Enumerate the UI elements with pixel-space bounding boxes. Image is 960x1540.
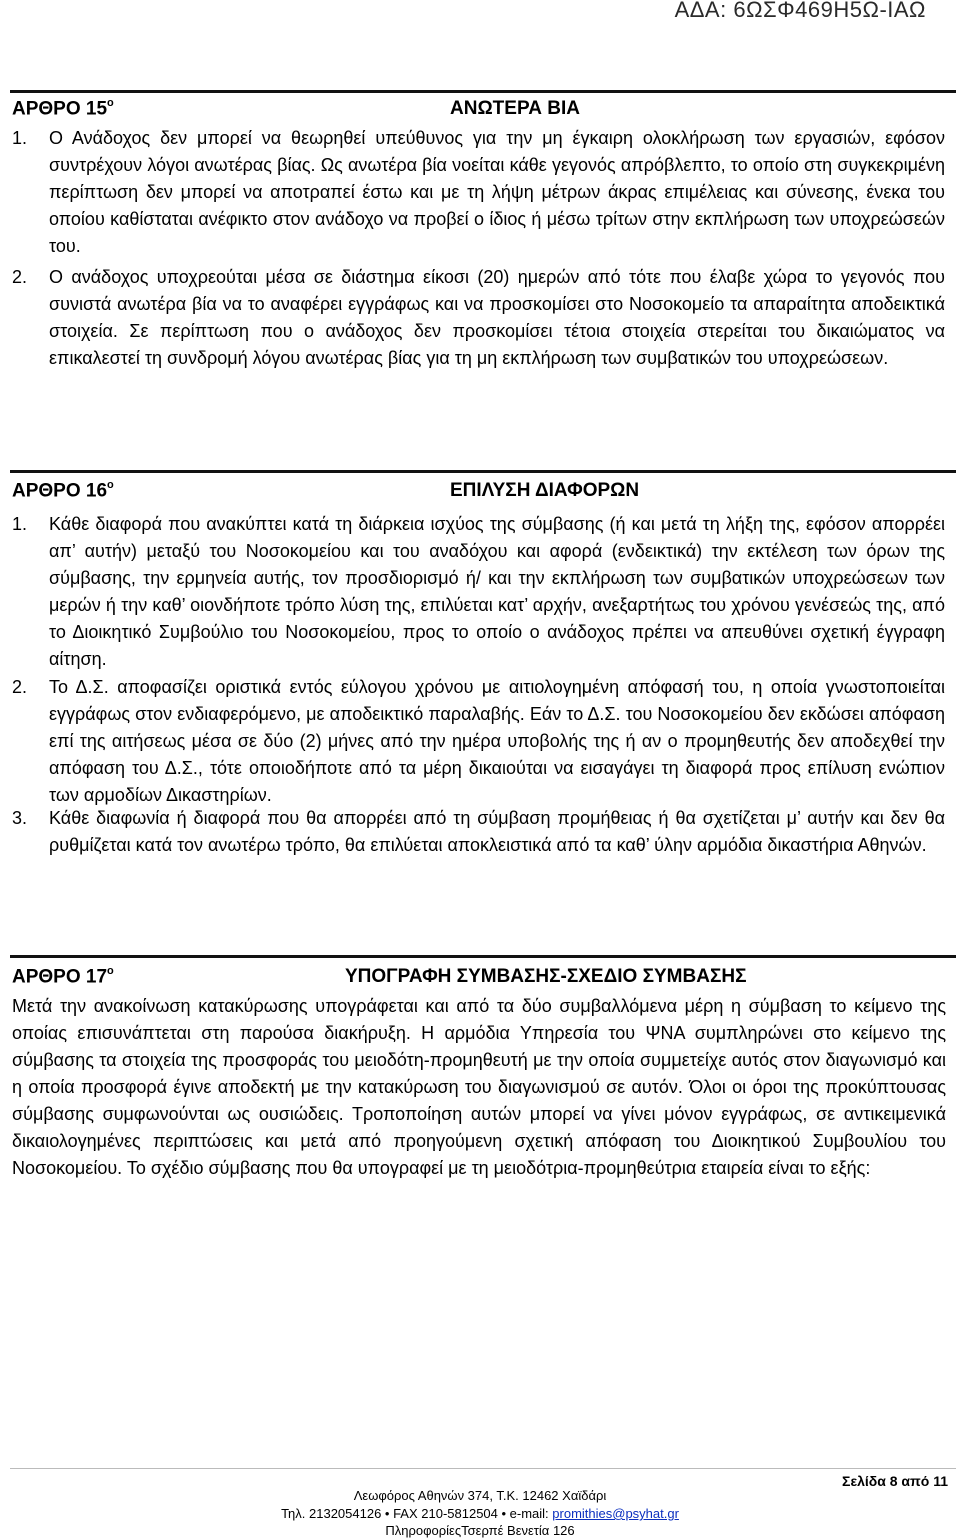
article-17-number: ΑΡΘΡΟ $17^o$ — [12, 965, 114, 988]
article-16-item-2: 2. Το Δ.Σ. αποφασίζει οριστικά εντός εύλογου χρόνου με αιτιολογημένη απόφασή του, η οποία γνωστοποιείται εγγράφως στον ενδιαφερόμενο, με αποδεικτικό παραλαβής. Εάν το Δ.Σ. του Νοσοκομείου δεν εκδώσει απόφαση επί της αιτήσεως μέσα σε δύο (2) μήνες από την ημέρα υποβολής της ή αν ο προμηθευτής δεν αποδεχθεί την απόφαση του Δ.Σ., τότε οποιοδήποτε από τα μέρη δικαιούται να εισαγάγει τη διαφορά προς επίλυση ενώπιον των αρμοδίων Δικαστηρίων. — [12, 674, 945, 809]
page-number: Σελίδα 8 από 11 — [842, 1473, 948, 1489]
ada-code: ΑΔΑ: 6ΩΣΦ469Η5Ω-ΙΑΩ — [674, 0, 926, 22]
article-17-heading — [12, 966, 956, 992]
article-16-title: ΕΠΙΛΥΣΗ ΔΙΑΦΟΡΩΝ — [450, 480, 640, 501]
article-15-item-2-text: Ο ανάδοχος υποχρεούται μέσα σε διάστημα είκοσι (20) ημερών από τότε που έλαβε χώρα το γεγονός που συνιστά ανωτέρα βία να το αναφέρει εγγράφως και να προσκομίσει στο Νοσοκομείο τα απαραίτητα αποδεικτικά στοιχεία. Σε περίπτωση που ο ανάδοχος δεν προσκομίσει τέτοια στοιχεία στερείται του δικαιώματος να επικαλεστεί τη συνδρομή λόγου ανωτέρας βίας για τη μη εκπλήρωση των συμβατικών του υποχρεώσεων. — [49, 267, 945, 368]
article-16-item-1-text: Κάθε διαφορά που ανακύπτει κατά τη διάρκεια ισχύος της σύμβασης (ή και μετά τη λήξη της, εφόσον απορρέει απ’ αυτήν) μεταξύ του Νοσοκομείου και του αναδόχου και αφορά (ενδεικτικά) την εκτέλεση των όρων της σύμβασης, την ερμηνεία αυτής, τον προσδιορισμό ή/ και την εκπλήρωση των συμβατικών υποχρεώσεων των μερών ή την καθ’ οιονδήποτε τρόπο λύση της, επιλύεται κατ’ αρχήν, ανεξαρτήτως του χρόνου γενέσεώς της, από το Διοικητικό Συμβούλιο του Νοσοκομείου, προς το οποίο ο ανάδοχος πρέπει να απευθύνει σχετική έγγραφη αίτηση. — [49, 514, 945, 669]
article-16-heading — [12, 480, 956, 506]
article-15-title: ΑΝΩΤΕΡΑ ΒΙΑ — [450, 98, 580, 119]
article-16-top-rule — [10, 470, 956, 479]
footer-email-link[interactable]: promithies@psyhat.gr — [552, 1506, 679, 1521]
footer-info: ΠληροφορίεςΤσερπέ Βενετία 126 — [385, 1523, 575, 1538]
article-16-item-3-text: Κάθε διαφωνία ή διαφορά που θα απορρέει από τη σύμβαση προμήθειας ή θα σχετίζεται μ’ αυτήν και δεν θα ρυθμίζεται κατά τον ανωτέρω τρόπο, θα επιλύεται αποκλειστικά από τα καθ’ ύλην αρμόδια δικαστήρια Αθηνών. — [49, 808, 945, 855]
article-15-item-1: 1. Ο Ανάδοχος δεν μπορεί να θεωρηθεί υπεύθυνος για την μη έγκαιρη ολοκλήρωση των εργασιών, εφόσον συντρέχουν λόγοι ανωτέρας βίας. Ως ανωτέρα βία νοείται κάθε γεγονός απρόβλεπτο, το οποίο στη συγκεκριμένη περίπτωση δεν μπορεί να αποτραπεί έστω και με τη λήψη μέτρων άκρας επιμέλειας και σύνεσης, ένεκα του οποίου καθίσταται ανέφικτο στον ανάδοχο να προβεί ο ίδιος ή μέσω τρίτων στην εκπλήρωση των υποχρεώσεών του. — [12, 125, 945, 260]
article-16-item-2-text: Το Δ.Σ. αποφασίζει οριστικά εντός εύλογου χρόνου με αιτιολογημένη απόφασή του, η οποία γνωστοποιείται εγγράφως στον ενδιαφερόμενο, με αποδεικτικό παραλαβής. Εάν το Δ.Σ. του Νοσοκομείου δεν εκδώσει απόφαση επί της αιτήσεως μέσα σε δύο (2) μήνες από την ημέρα υποβολής της ή αν ο προμηθευτής δεν αποδεχθεί την απόφαση του Δ.Σ., τότε οποιοδήποτε από τα μέρη δικαιούται να εισαγάγει τη διαφορά προς επίλυση ενώπιον των αρμοδίων Δικαστηρίων. — [49, 677, 945, 805]
footer-address: Λεωφόρος Αθηνών 374, Τ.Κ. 12462 Χαϊδάρι — [353, 1488, 607, 1503]
article-17-top-rule — [10, 955, 956, 964]
article-16-number: ΑΡΘΡΟ $16^o$ — [12, 479, 114, 502]
article-15-item-1-text: Ο Ανάδοχος δεν μπορεί να θεωρηθεί υπεύθυνος για την μη έγκαιρη ολοκλήρωση των εργασιών, εφόσον συντρέχουν λόγοι ανωτέρας βίας. Ως ανωτέρα βία νοείται κάθε γεγονός απρόβλεπτο, το οποίο στη συγκεκριμένη περίπτωση δεν μπορεί να αποτραπεί έστω και με τη λήψη μέτρων άκρας επιμέλειας και σύνεσης, ένεκα του οποίου καθίσταται ανέφικτο στον ανάδοχο να προβεί ο ίδιος ή μέσω τρίτων στην εκπλήρωση των υποχρεώσεών του. — [49, 128, 945, 256]
article-15-number: ΑΡΘΡΟ $15^o$ — [12, 97, 114, 120]
article-17-title: ΥΠΟΓΡΑΦΗ ΣΥΜΒΑΣΗΣ-ΣΧΕΔΙΟ ΣΥΜΒΑΣΗΣ — [345, 966, 747, 987]
article-16-item-1: 1. Κάθε διαφορά που ανακύπτει κατά τη διάρκεια ισχύος της σύμβασης (ή και μετά τη λήξη της, εφόσον απορρέει απ’ αυτήν) μεταξύ του Νοσοκομείου και του αναδόχου και αφορά (ενδεικτικά) την εκτέλεση των όρων της σύμβασης, την ερμηνεία αυτής, τον προσδιορισμό ή/ και την εκπλήρωση των συμβατικών υποχρεώσεων των μερών ή την καθ’ οιονδήποτε τρόπο λύση της, επιλύεται κατ’ αρχήν, ανεξαρτήτως του χρόνου γενέσεώς της, από το Διοικητικό Συμβούλιο του Νοσοκομείου, προς το οποίο ο ανάδοχος πρέπει να απευθύνει σχετική έγγραφη αίτηση. — [12, 511, 945, 673]
article-17-text: Μετά την ανακοίνωση κατακύρωσης υπογράφεται και από τα δύο συμβαλλόμενα μέρη η σύμβαση το κείμενο της οποίας επισυνάπτεται στη παρούσα διακήρυξη. Η αρμόδια Υπηρεσία του ΨΝΑ συμπληρώνει στο κείμενο της σύμβασης τα στοιχεία της προσφοράς του μειοδότη-προμηθευτή με την οποία συμμετείχε αυτός στον διαγωνισμό και η οποία προσφορά έγινε αποδεκτή με την κατακύρωση του διαγωνισμού σε αυτόν. Όλοι οι όροι της προκύπτουσας σύμβασης συμφωνούνται ως ουσιώδεις. Τροποποίηση αυτών μπορεί να γίνει μόνον εγγράφως, σε αντικειμενικά δικαιολογημένες περιπτώσεις και μετά από προηγούμενη σχετική απόφαση του Διοικητικού Συμβουλίου του Νοσοκομείου. Το σχέδιο σύμβασης που θα υπογραφεί με τη μειοδότρια-προμηθεύτρια εταιρεία είναι το εξής: — [12, 996, 946, 1178]
article-16-item-3: 3. Κάθε διαφωνία ή διαφορά που θα απορρέει από τη σύμβαση προμήθειας ή θα σχετίζεται μ’ αυτήν και δεν θα ρυθμίζεται κατά τον ανωτέρω τρόπο, θα επιλύεται αποκλειστικά από τα καθ’ ύλην αρμόδια δικαστήρια Αθηνών. — [12, 805, 945, 859]
footer-rule — [10, 1468, 956, 1469]
article-15-item-2: 2. Ο ανάδοχος υποχρεούται μέσα σε διάστημα είκοσι (20) ημερών από τότε που έλαβε χώρα το γεγονός που συνιστά ανωτέρα βία να το αναφέρει εγγράφως και να προσκομίσει στο Νοσοκομείο τα απαραίτητα αποδεικτικά στοιχεία. Σε περίπτωση που ο ανάδοχος δεν προσκομίσει τέτοια στοιχεία στερείται του δικαιώματος να επικαλεστεί τη συνδρομή λόγου ανωτέρας βίας για τη μη εκπλήρωση των συμβατικών του υποχρεώσεων. — [12, 264, 945, 372]
footer-contact: Τηλ. 2132054126 • FAX 210-5812504 • e-mail: promithies@psyhat.gr — [281, 1506, 679, 1521]
article-15-heading — [12, 98, 956, 124]
